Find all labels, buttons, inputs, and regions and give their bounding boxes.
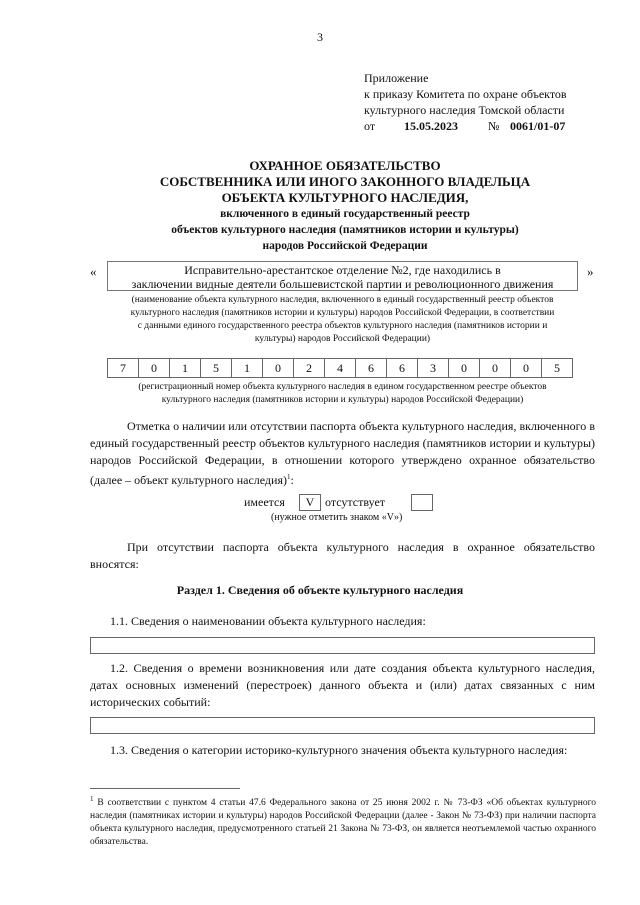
- passport-note-colon: :: [290, 473, 294, 487]
- absent-checkbox[interactable]: [411, 494, 433, 511]
- reg-digit[interactable]: 4: [324, 358, 356, 378]
- reg-digit[interactable]: 0: [510, 358, 542, 378]
- number-sign: №: [488, 119, 500, 133]
- reg-digit[interactable]: 7: [107, 358, 139, 378]
- caption-line: культурного наследия (памятников истории и культуры) народов Российской Федерации): [161, 395, 524, 405]
- reg-digit[interactable]: 1: [169, 358, 201, 378]
- object-name-field[interactable]: [107, 261, 578, 291]
- object-name-line: заключении видные деятели большевистской партии и революционного движения: [131, 277, 554, 291]
- absence-text: При отсутствии паспорта объекта культурного наследия в охранное обязательство вносятся:: [90, 540, 595, 571]
- title-line: СОБСТВЕННИКА ИЛИ ИНОГО ЗАКОННОГО ВЛАДЕЛЬЦА: [159, 174, 531, 189]
- registration-number: [107, 358, 573, 378]
- caption-line: культуры) народов Российской Федерации): [254, 334, 431, 344]
- caption-line: с данными единого государственного реестра объектов культурного наследия (памятников истории и: [137, 321, 548, 331]
- item-1-2: 1.2. Сведения о времени возникновения или дате создания объекта культурного наследия, датах основных изменений (перестроек) данного объекта и (или) датах связанных с ним исторических событий:: [90, 661, 595, 709]
- appendix-line: культурного наследия Томской области: [364, 103, 565, 117]
- appendix-block: [364, 70, 624, 134]
- title-line: народов Российской Федерации: [262, 240, 428, 252]
- appendix-line: к приказу Комитета по охране объектов: [364, 87, 567, 101]
- appendix-line: Приложение: [364, 71, 429, 85]
- passport-note: [90, 418, 595, 489]
- order-date-row: [364, 118, 624, 134]
- footnote-text: В соответствии с пунктом 4 статьи 47.6 Федерального закона от 25 июня 2002 г. № 73-ФЗ «Об объектах культурного наследия (памятниках истории и культуры) народов Российской Федерации (далее - Закон № 73-ФЗ) при наличии паспорта объекта культурного наследия, предусмотренного статьей 21 Закона № 73-ФЗ, он является неотъемлемой частью охранного обязательства.: [90, 798, 597, 848]
- section1-heading: Раздел 1. Сведения об объекте культурного наследия: [176, 583, 464, 597]
- present-checkbox[interactable]: V: [299, 494, 321, 511]
- from-label: от: [364, 119, 376, 133]
- reg-digit[interactable]: 0: [479, 358, 511, 378]
- passport-note-text: Отметка о наличии или отсутствии паспорта объекта культурного наследия, включенного в единый государственный реестр объектов культурного наследия (памятников истории и культуры) народов Российской Федерации, в отношении которого утверждено охранное обязательство (далее – объект культурного наследия): [90, 419, 595, 487]
- close-quote: »: [587, 264, 594, 279]
- reg-digit[interactable]: 6: [355, 358, 387, 378]
- title-line: ОХРАННОЕ ОБЯЗАТЕЛЬСТВО: [249, 158, 441, 173]
- document-title: [60, 158, 630, 254]
- present-label: имеется: [244, 495, 285, 509]
- item-1-1-field[interactable]: [90, 637, 595, 654]
- reg-digit[interactable]: 0: [448, 358, 480, 378]
- title-line: включенного в единый государственный реестр: [220, 208, 470, 220]
- item-1-2-field[interactable]: [90, 717, 595, 734]
- caption-line: культурного наследия (памятников истории и культуры) народов Российской Федерации, в соответствии: [130, 308, 555, 318]
- item-1-1: 1.1. Сведения о наименовании объекта культурного наследия:: [110, 614, 426, 628]
- page-number: 3: [317, 30, 323, 44]
- reg-digit[interactable]: 5: [541, 358, 573, 378]
- reg-digit[interactable]: 5: [200, 358, 232, 378]
- reg-digit[interactable]: 1: [231, 358, 263, 378]
- absent-label: отсутствует: [325, 495, 386, 509]
- title-line: ОБЪЕКТА КУЛЬТУРНОГО НАСЛЕДИЯ,: [221, 190, 469, 205]
- registration-caption: [90, 381, 595, 407]
- object-name-caption: [90, 294, 595, 346]
- order-number: 0061/01-07: [510, 119, 566, 133]
- footnote-number: 1: [90, 795, 94, 803]
- mark-hint: (нужное отметить знаком «V»): [271, 512, 403, 523]
- caption-line: (регистрационный номер объекта культурного наследия в едином государственном реестре объектов: [138, 382, 547, 392]
- reg-digit[interactable]: 6: [386, 358, 418, 378]
- reg-digit[interactable]: 3: [417, 358, 449, 378]
- footnote-ref[interactable]: 1: [286, 473, 291, 481]
- object-name-line: Исправительно-арестантское отделение №2, где находились в: [184, 263, 501, 277]
- order-date: 15.05.2023: [404, 119, 458, 133]
- footnote: [90, 793, 596, 849]
- reg-digit[interactable]: 0: [138, 358, 170, 378]
- title-line: объектов культурного наследия (памятников истории и культуры): [171, 224, 519, 236]
- reg-digit[interactable]: 2: [293, 358, 325, 378]
- item-1-3: 1.3. Сведения о категории историко-культурного значения объекта культурного наследия:: [110, 743, 568, 757]
- footnote-separator: [90, 788, 240, 789]
- open-quote: «: [90, 264, 97, 279]
- reg-digit[interactable]: 0: [262, 358, 294, 378]
- caption-line: (наименование объекта культурного наследия, включенного в единый государственный реестр объектов: [131, 295, 554, 305]
